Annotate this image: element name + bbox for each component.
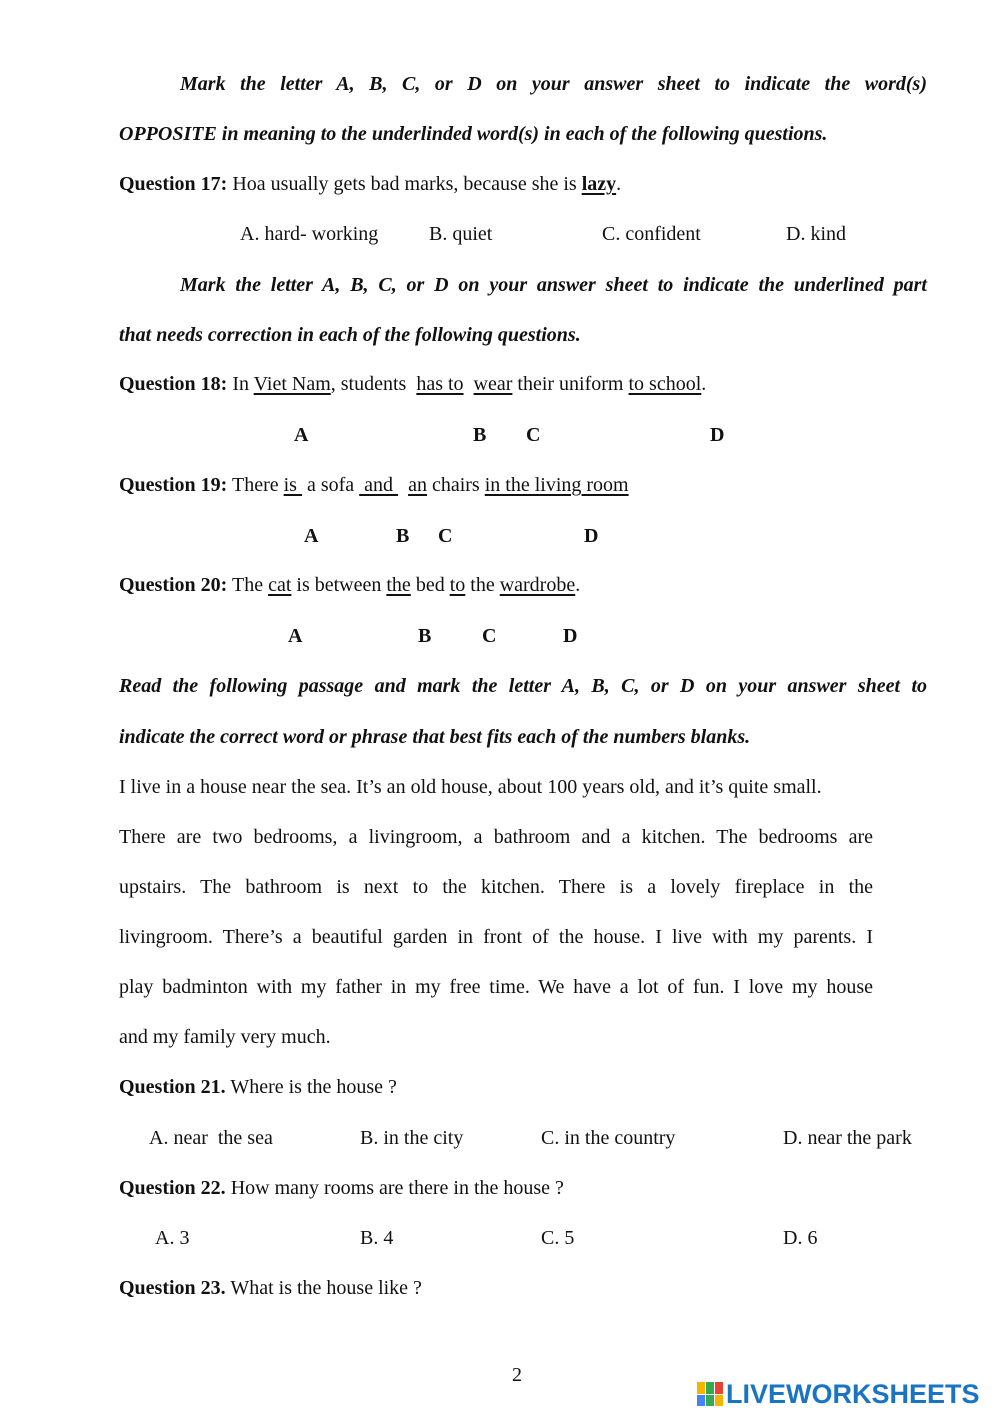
question-17-label: Question 17: [119, 173, 228, 195]
passage-line: upstairs. The bathroom is next to the kitchen. There is a lovely fireplace in the [119, 876, 873, 898]
question-17-text: Hoa usually gets bad marks, because she is [227, 173, 582, 195]
liveworksheets-logo [697, 1378, 980, 1410]
question-20-text: the [465, 574, 500, 596]
question-20-label: Question 20: [119, 574, 228, 596]
question-22 [119, 1176, 564, 1200]
question-17-underlined-word: lazy [581, 173, 617, 195]
question-19-letter-d[interactable]: D [584, 525, 599, 547]
question-17-period: . [616, 173, 622, 195]
question-22-option-b[interactable]: B. 4 [360, 1227, 394, 1249]
instruction-correction-line2: that needs correction in each of the following questions. [119, 324, 581, 346]
question-21-option-d[interactable]: D. near the park [783, 1127, 912, 1149]
question-17-option-d[interactable]: D. kind [786, 223, 846, 245]
question-22-text: How many rooms are there in the house ? [225, 1177, 564, 1199]
question-18 [119, 372, 706, 396]
question-20-part-a: cat [268, 574, 292, 596]
question-17-option-c[interactable]: C. confident [602, 223, 701, 245]
question-20-letter-c[interactable]: C [482, 625, 497, 647]
question-21-option-b[interactable]: B. in the city [360, 1127, 464, 1149]
question-19-part-b: and [359, 474, 399, 496]
question-19-text: There [227, 474, 284, 496]
question-18-letter-c[interactable]: C [526, 424, 541, 446]
question-22-label: Question 22. [119, 1177, 226, 1199]
question-20-part-c: to [449, 574, 466, 596]
question-18-text: In [227, 373, 254, 395]
question-20-text: is between [291, 574, 387, 596]
question-21 [119, 1075, 397, 1099]
question-18-letter-d[interactable]: D [710, 424, 725, 446]
question-19 [119, 473, 629, 497]
question-19-part-d: in the living room [484, 474, 629, 496]
question-20-letter-d[interactable]: D [563, 625, 578, 647]
instruction-opposite-line1: Mark the letter A, B, C, or D on your answer sheet to indicate the word(s) [180, 73, 927, 95]
question-18-part-d: to school [628, 373, 702, 395]
question-20 [119, 573, 580, 597]
question-23-label: Question 23. [119, 1277, 226, 1299]
question-22-option-c[interactable]: C. 5 [541, 1227, 575, 1249]
question-18-part-a: Viet Nam [253, 373, 331, 395]
passage-line: I live in a house near the sea. It’s an old house, about 100 years old, and it’s quite small. [119, 776, 822, 798]
instruction-passage-line1: Read the following passage and mark the letter A, B, C, or D on your answer sheet to [119, 675, 927, 697]
passage-line: livingroom. There’s a beautiful garden in front of the house. I live with my parents. I [119, 926, 873, 948]
question-20-part-d: wardrobe [499, 574, 576, 596]
question-22-option-d[interactable]: D. 6 [783, 1227, 818, 1249]
question-17-option-a[interactable]: A. hard- working [240, 223, 379, 245]
question-21-option-a[interactable]: A. near the sea [149, 1127, 273, 1149]
question-17 [119, 172, 621, 196]
question-20-text: . [575, 574, 581, 596]
question-18-text: , students [330, 373, 417, 395]
passage-line: play badminton with my father in my free time. We have a lot of fun. I love my house [119, 976, 873, 998]
question-20-text: bed [410, 574, 450, 596]
question-19-letter-a[interactable]: A [304, 525, 319, 547]
question-18-text: their uniform [512, 373, 629, 395]
question-20-text: The [227, 574, 269, 596]
question-21-text: Where is the house ? [225, 1076, 397, 1098]
question-21-label: Question 21. [119, 1076, 226, 1098]
passage-line: There are two bedrooms, a livingroom, a bathroom and a kitchen. The bedrooms are [119, 826, 873, 848]
question-18-letter-b[interactable]: B [473, 424, 487, 446]
question-20-part-b: the [386, 574, 411, 596]
question-20-letter-b[interactable]: B [418, 625, 432, 647]
instruction-correction-line1: Mark the letter A, B, C, or D on your answer sheet to indicate the underlined part [180, 274, 927, 296]
question-19-letter-b[interactable]: B [396, 525, 410, 547]
question-19-text [398, 474, 408, 496]
question-18-text: . [701, 373, 707, 395]
question-19-letter-c[interactable]: C [438, 525, 453, 547]
question-19-part-c: an [408, 474, 427, 496]
question-19-text: a sofa [301, 474, 360, 496]
question-17-option-b[interactable]: B. quiet [429, 223, 493, 245]
question-18-label: Question 18: [119, 373, 228, 395]
question-23-text: What is the house like ? [225, 1277, 422, 1299]
question-21-option-c[interactable]: C. in the country [541, 1127, 676, 1149]
question-19-text: chairs [426, 474, 485, 496]
question-19-label: Question 19: [119, 474, 228, 496]
question-18-part-c: wear [473, 373, 513, 395]
liveworksheets-logo-text: LIVEWORKSHEETS [726, 1378, 980, 1409]
passage-line: and my family very much. [119, 1026, 331, 1048]
question-18-letter-a[interactable]: A [294, 424, 309, 446]
question-20-letter-a[interactable]: A [288, 625, 303, 647]
question-18-text [464, 373, 474, 395]
liveworksheets-logo-icon [697, 1382, 723, 1406]
question-19-part-a: is [283, 474, 302, 496]
instruction-passage-line2: indicate the correct word or phrase that best fits each of the numbers blanks. [119, 726, 751, 748]
question-23 [119, 1276, 422, 1300]
question-18-part-b: has to [416, 373, 464, 395]
page-number: 2 [512, 1364, 522, 1386]
instruction-opposite-line2: OPPOSITE in meaning to the underlinded word(s) in each of the following questions. [119, 123, 828, 145]
question-22-option-a[interactable]: A. 3 [155, 1227, 190, 1249]
